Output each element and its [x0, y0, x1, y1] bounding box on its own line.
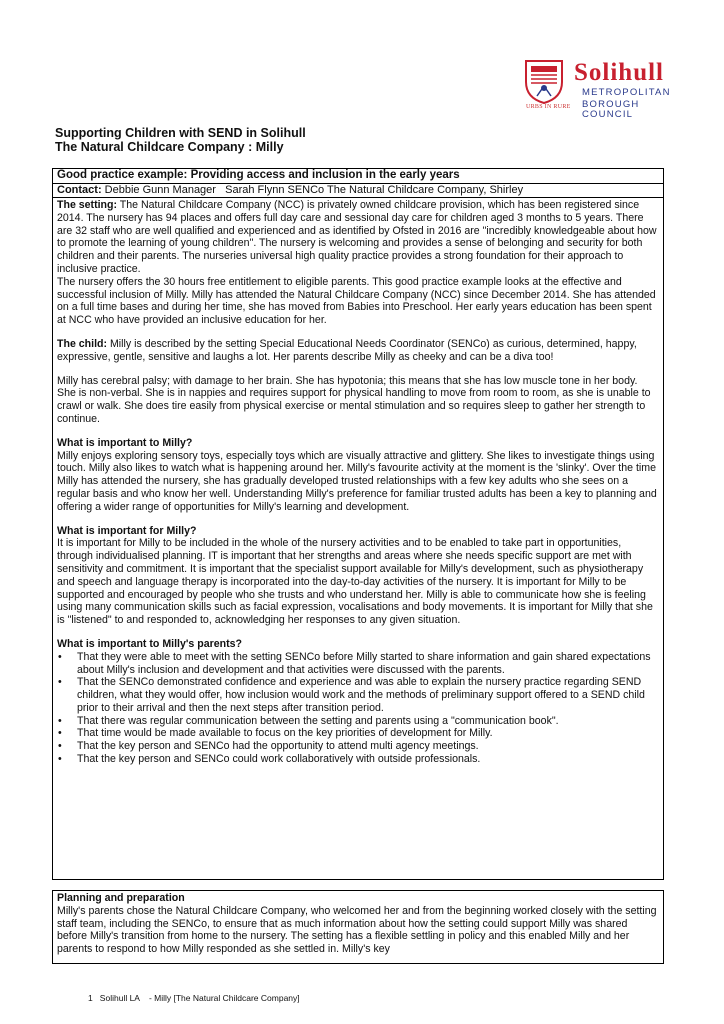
- logo-line-2: BOROUGH COUNCIL: [582, 99, 640, 120]
- parents-heading-text: What is important to Milly's parents?: [57, 637, 242, 650]
- page-footer: 1 Solihull LA - Milly [The Natural Childcare Company]: [88, 993, 300, 1003]
- child-label: The child:: [57, 337, 108, 350]
- list-item: • That the SENCo demonstrated confidence and experience and was able to explain the nursery practice regarding SEND children, what they would offer, how inclusion would work and the methods of preliminary support offered to a SEND child prior to their arrival and then the next steps after transition period.: [57, 676, 659, 714]
- important-to-heading-text: What is important to Milly?: [57, 436, 193, 449]
- child-text: Milly is described by the setting Special Educational Needs Coordinator (SENCo) as curious, determined, happy, expressive, gentle, sensitive and laughs a lot. Her parents describe Milly as cheeky and can be a diva too!: [57, 337, 637, 363]
- important-for-paragraph: It is important for Milly to be included in the whole of the nursery activities and to be enabled to take part in opportunities, through individualised planning. IT is important that her strengths and areas where she needs specific support are met with sensitivity and commitment. It is important that the specialist support available for Milly's development, such as physiotherapy and speech and language therapy is incorporated into the day-to-day activities of the nursery. It is important for Milly to be supported and encouraged by people who she trusts and who understand her. Milly is able to communicate how she is feeling using many communication skills such as facial expression, vocalisations and body movements. It is important for Milly that she is "listened" to and responded to, acknowledging her responses to any given situation.: [57, 537, 653, 627]
- setting-paragraph-2: The nursery offers the 30 hours free entitlement to eligible parents. This good practice example looks at the effective and successful inclusion of Milly. Milly has attended the Natural Childcare Company (NCC) since December 2014. She has attended on a full time bases and during her time, she has moved from Babies into Preschool. Her early years education has been spent at NCC who have provided an inclusive education for her.: [57, 275, 656, 327]
- box-heading: Good practice example: Providing access and inclusion in the early years: [53, 169, 663, 184]
- important-for-heading-text: What is important for Milly?: [57, 524, 197, 537]
- important-to-paragraph: Milly enjoys exploring sensory toys, especially toys which are visually attractive and glittery. She likes to investigate things using touch. Milly also likes to watch what is happening around her. Milly's favourite activity at the moment is the 'slinky'. Over the time Milly has attended the nursery, she has gradually developed trusted relationships with a few key adults who she sees on a regular basis and who know her well. Understanding Milly's preference for familiar trusted adults has been a key to planning and offering a wider range of opportunities for Milly's learning and development.: [57, 449, 657, 513]
- child-paragraph-2: Milly has cerebral palsy; with damage to her brain. She has hypotonia; this means that she has low muscle tone in her body. She is non-verbal. She is in nappies and requires support for physical handling to move from room to room, as she is unable to crawl or walk. She does tire easily from physical exercise or mental stimulation and so requires sleep to gather her strength to continue.: [57, 374, 651, 425]
- list-item: • That there was regular communication between the setting and parents using a "communication book".: [57, 715, 659, 728]
- list-item: • That the key person and SENCo could work collaboratively with outside professionals.: [57, 753, 659, 766]
- child-paragraph: [57, 338, 659, 364]
- list-item: • That they were able to meet with the setting SENCo before Milly started to share information and gain shared expectations about Milly's inclusion and development and that activities were discussed with the parents.: [57, 651, 659, 677]
- planning-heading-text: Planning and preparation: [57, 892, 185, 904]
- planning-heading: [57, 892, 659, 905]
- logo-motto: URBS IN RURE: [526, 104, 571, 110]
- box-body: [53, 198, 663, 766]
- document-titles: [55, 126, 306, 154]
- contact-label: Contact:: [57, 184, 102, 196]
- important-to-heading: [57, 437, 659, 450]
- document-subtitle: The Natural Childcare Company : Milly: [55, 140, 284, 154]
- contact-row: [53, 184, 663, 198]
- good-practice-box: [52, 168, 664, 880]
- crest-icon: [522, 58, 566, 104]
- contact-text: Debbie Gunn Manager Sarah Flynn SENCo The Natural Childcare Company, Shirley: [101, 184, 524, 196]
- document-title: Supporting Children with SEND in Solihull: [55, 126, 306, 140]
- logo-line-1: METROPOLITAN: [582, 87, 671, 98]
- parents-list: [57, 651, 659, 766]
- planning-box: [52, 890, 664, 964]
- parents-heading: [57, 638, 659, 651]
- logo-name: Solihull: [574, 59, 664, 86]
- planning-body: [53, 891, 663, 956]
- setting-label: The setting:: [57, 199, 118, 211]
- important-for-heading: [57, 525, 659, 538]
- setting-paragraph: [57, 199, 659, 276]
- council-logo: [522, 58, 692, 118]
- list-item: • That time would be made available to focus on the key priorities of development for Milly.: [57, 727, 659, 740]
- list-item: • That the key person and SENCo had the opportunity to attend multi agency meetings.: [57, 740, 659, 753]
- setting-text: The Natural Childcare Company (NCC) is privately owned childcare provision, which has been registered since 2014. The nursery has 94 places and offers full day care and sessional day care for children aged 3 months to 5 years. There are 32 staff who are well qualified and experienced and as identified by Ofsted in 2016 are "incredibly knowledgeable about how to promote the learning of young children". The nursery is welcoming and provides a sense of belonging and security for both children and their parents. The nurseries universal high quality practice provides a strong foundation for their approach to inclusive practice.: [57, 199, 657, 275]
- planning-paragraph: Milly's parents chose the Natural Childcare Company, who welcomed her and from the beginning worked closely with the setting staff team, including the SENCo, to ensure that as much information about how the setting could support Milly was shared before Milly's transition from home to the nursery. The setting has a flexible settling in policy and this enabled Milly and her parents to respond to how Milly responded as she settled in. Milly's key: [57, 904, 657, 956]
